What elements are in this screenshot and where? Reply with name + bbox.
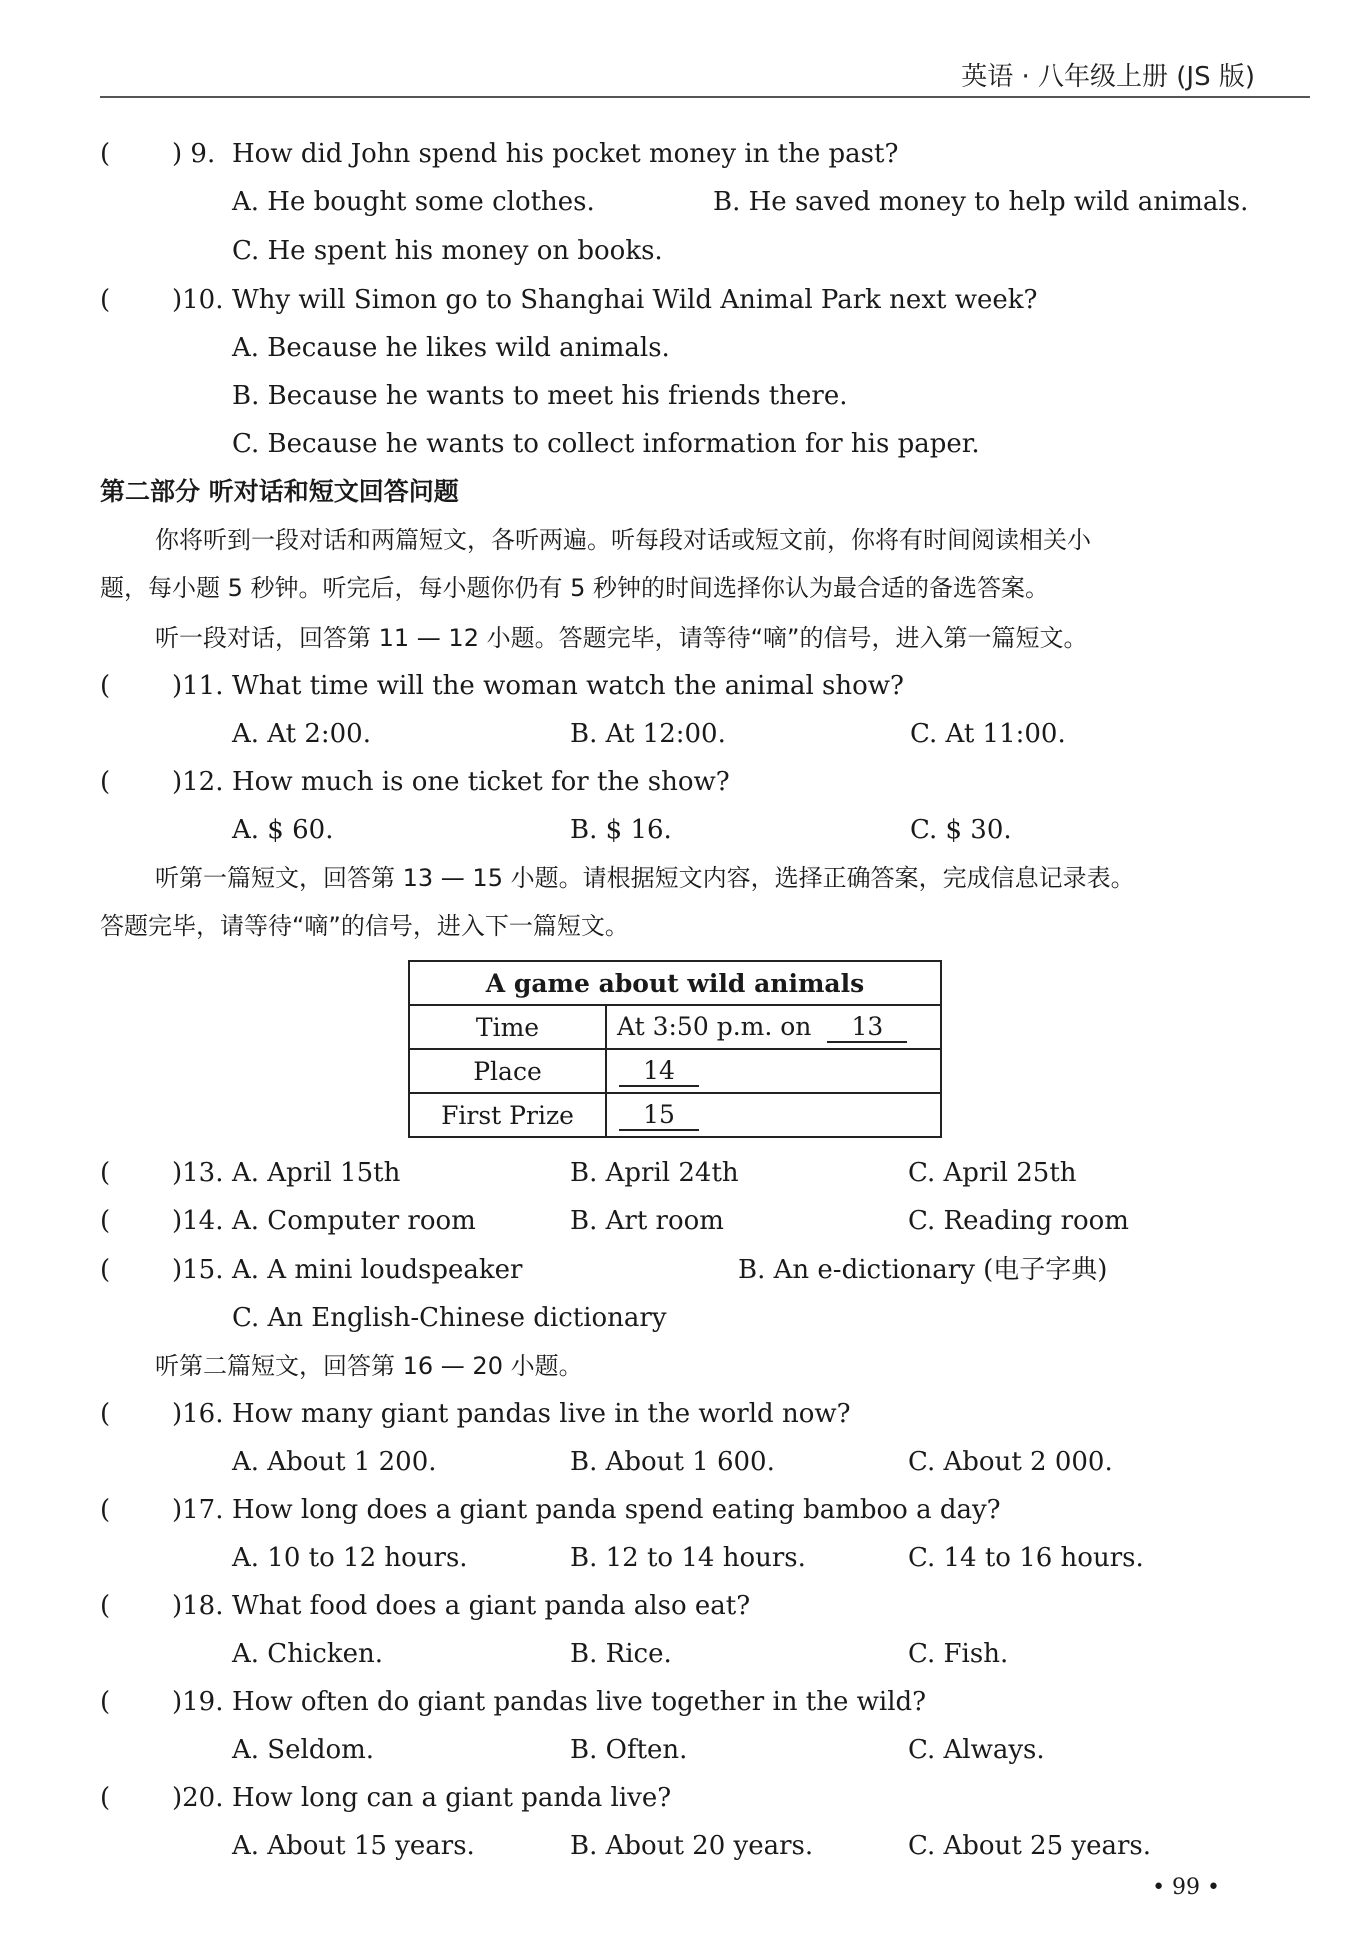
instruction-text: 听一段对话，回答第 11 — 12 小题。答题完毕，请等待“嘀”的信号，进入第一篇短文。 bbox=[155, 624, 1088, 652]
option-c: C. Fish. bbox=[908, 1639, 1009, 1669]
option-c: C. About 25 years. bbox=[908, 1831, 1151, 1861]
option-a: A. Because he likes wild animals. bbox=[232, 333, 670, 363]
option-c: C. About 2 000. bbox=[908, 1447, 1113, 1477]
answer-paren: ( bbox=[100, 1255, 111, 1285]
table-row bbox=[409, 1093, 941, 1137]
option-a: A. April 15th bbox=[232, 1158, 401, 1188]
answer-paren: ( bbox=[100, 1783, 111, 1813]
book-title: 英语 · 八年级上册 (JS 版) bbox=[961, 62, 1255, 92]
table-row bbox=[409, 1049, 941, 1093]
question-text: What time will the woman watch the animal show? bbox=[232, 671, 904, 701]
option-b: B. $ 16. bbox=[570, 815, 672, 845]
option-b: B. Often. bbox=[570, 1735, 688, 1765]
option-a: A. About 1 200. bbox=[232, 1447, 437, 1477]
blank-13: 13 bbox=[827, 1012, 907, 1043]
option-a: A. Seldom. bbox=[232, 1735, 375, 1765]
question-text: How many giant pandas live in the world now? bbox=[232, 1399, 851, 1429]
option-c: C. $ 30. bbox=[910, 815, 1012, 845]
answer-paren: ( bbox=[100, 1687, 111, 1717]
option-b: B. About 20 years. bbox=[570, 1831, 814, 1861]
option-b: B. 12 to 14 hours. bbox=[570, 1543, 806, 1573]
answer-paren: ( bbox=[100, 1591, 111, 1621]
answer-paren: ( bbox=[100, 1495, 111, 1525]
option-a: A. He bought some clothes. bbox=[232, 187, 595, 217]
option-c: C. 14 to 16 hours. bbox=[908, 1543, 1144, 1573]
row-label: Time bbox=[409, 1005, 606, 1049]
question-number: )12. bbox=[172, 767, 224, 797]
instruction-text: 听第二篇短文，回答第 16 — 20 小题。 bbox=[155, 1352, 583, 1380]
option-b: B. At 12:00. bbox=[570, 719, 726, 749]
option-c: C. April 25th bbox=[908, 1158, 1077, 1188]
row-prefix: At 3:50 p.m. on bbox=[617, 1011, 812, 1041]
question-text: How long can a giant panda live? bbox=[232, 1783, 672, 1813]
row-label: Place bbox=[409, 1049, 606, 1093]
question-number: ) 9. bbox=[172, 139, 216, 169]
answer-paren: ( bbox=[100, 1206, 111, 1236]
option-c: C. He spent his money on books. bbox=[232, 236, 663, 266]
row-label: First Prize bbox=[409, 1093, 606, 1137]
question-text: How long does a giant panda spend eating bamboo a day? bbox=[232, 1495, 1001, 1525]
option-b: B. An e-dictionary (电子字典) bbox=[738, 1255, 1108, 1285]
option-c: C. Reading room bbox=[908, 1206, 1129, 1236]
row-value bbox=[606, 1005, 941, 1049]
question-text: Why will Simon go to Shanghai Wild Animal Park next week? bbox=[232, 285, 1038, 315]
option-a: A. A mini loudspeaker bbox=[232, 1255, 523, 1285]
question-number: )15. bbox=[172, 1255, 224, 1285]
question-text: How did John spend his pocket money in the past? bbox=[232, 139, 899, 169]
question-number: )16. bbox=[172, 1399, 224, 1429]
page-number: • 99 • bbox=[1152, 1875, 1220, 1900]
option-c: C. Because he wants to collect information for his paper. bbox=[232, 429, 980, 459]
answer-paren: ( bbox=[100, 1399, 111, 1429]
option-b: B. April 24th bbox=[570, 1158, 739, 1188]
row-value bbox=[606, 1049, 941, 1093]
instruction-text: 答题完毕，请等待“嘀”的信号，进入下一篇短文。 bbox=[100, 912, 629, 940]
option-a: A. At 2:00. bbox=[232, 719, 371, 749]
answer-paren: ( bbox=[100, 1158, 111, 1188]
blank-14: 14 bbox=[619, 1056, 699, 1087]
option-b: B. Because he wants to meet his friends there. bbox=[232, 381, 848, 411]
header-divider bbox=[100, 96, 1310, 98]
page-header bbox=[0, 0, 1350, 100]
answer-paren: ( bbox=[100, 767, 111, 797]
option-c: C. At 11:00. bbox=[910, 719, 1066, 749]
question-text: How much is one ticket for the show? bbox=[232, 767, 730, 797]
option-a: A. $ 60. bbox=[232, 815, 334, 845]
answer-paren: ( bbox=[100, 285, 111, 315]
blank-15: 15 bbox=[619, 1100, 699, 1131]
option-b: B. He saved money to help wild animals. bbox=[713, 187, 1249, 217]
answer-paren: ( bbox=[100, 671, 111, 701]
question-number: )11. bbox=[172, 671, 224, 701]
question-number: )13. bbox=[172, 1158, 224, 1188]
row-value bbox=[606, 1093, 941, 1137]
option-a: A. About 15 years. bbox=[232, 1831, 475, 1861]
answer-paren: ( bbox=[100, 139, 111, 169]
instruction-text: 题，每小题 5 秒钟。听完后，每小题你仍有 5 秒钟的时间选择你认为最合适的备选答案。 bbox=[100, 574, 1050, 602]
question-number: )20. bbox=[172, 1783, 224, 1813]
table-row bbox=[409, 1005, 941, 1049]
instruction-text: 听第一篇短文，回答第 13 — 15 小题。请根据短文内容，选择正确答案，完成信息记录表。 bbox=[155, 864, 1135, 892]
table-title: A game about wild animals bbox=[409, 961, 941, 1005]
question-number: )10. bbox=[172, 285, 224, 315]
option-c: C. An English-Chinese dictionary bbox=[232, 1303, 667, 1333]
info-record-table bbox=[408, 960, 942, 1138]
question-number: )14. bbox=[172, 1206, 224, 1236]
option-b: B. Art room bbox=[570, 1206, 724, 1236]
question-text: What food does a giant panda also eat? bbox=[232, 1591, 751, 1621]
option-a: A. Chicken. bbox=[232, 1639, 383, 1669]
option-c: C. Always. bbox=[908, 1735, 1045, 1765]
option-a: A. 10 to 12 hours. bbox=[232, 1543, 468, 1573]
question-number: )17. bbox=[172, 1495, 224, 1525]
section-heading: 第二部分 听对话和短文回答问题 bbox=[100, 477, 459, 506]
instruction-text: 你将听到一段对话和两篇短文，各听两遍。听每段对话或短文前，你将有时间阅读相关小 bbox=[155, 526, 1091, 554]
option-a: A. Computer room bbox=[232, 1206, 476, 1236]
question-text: How often do giant pandas live together in the wild? bbox=[232, 1687, 927, 1717]
question-number: )19. bbox=[172, 1687, 224, 1717]
question-number: )18. bbox=[172, 1591, 224, 1621]
option-b: B. About 1 600. bbox=[570, 1447, 775, 1477]
option-b: B. Rice. bbox=[570, 1639, 672, 1669]
